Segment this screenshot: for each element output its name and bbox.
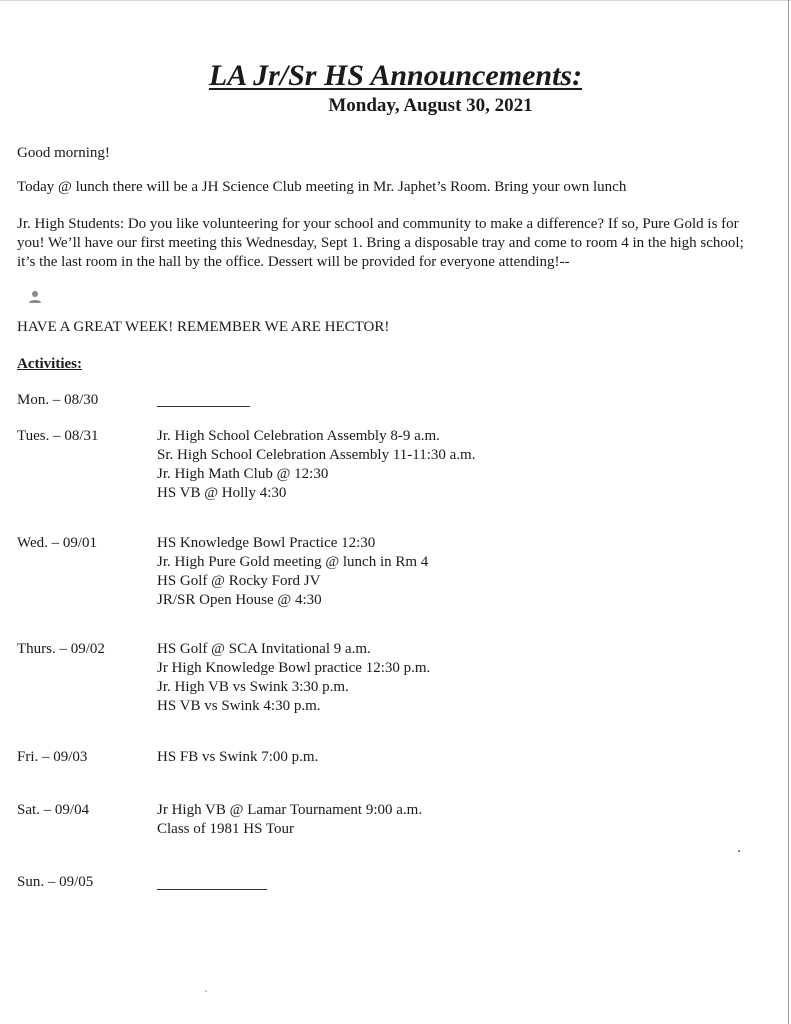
event-item: Jr. High School Celebration Assembly 8-9 a.m. bbox=[157, 428, 440, 444]
event-item: Jr High VB @ Lamar Tournament 9:00 a.m. bbox=[157, 802, 423, 818]
event-item: HS VB vs Swink 4:30 p.m. bbox=[157, 698, 321, 714]
scan-edge-right bbox=[788, 0, 789, 1024]
event-item: Sr. High School Celebration Assembly 11-11:30 a.m. bbox=[157, 447, 476, 463]
scan-speck bbox=[205, 990, 207, 992]
day-label-wed: Wed. – 09/01 bbox=[17, 535, 98, 551]
day-label-thurs: Thurs. – 09/02 bbox=[17, 641, 105, 657]
blank-line-sun bbox=[157, 889, 267, 890]
events-fri bbox=[157, 748, 318, 767]
event-item: Jr. High Math Club @ 12:30 bbox=[157, 466, 329, 482]
event-item: Jr. High Pure Gold meeting @ lunch in Rm 4 bbox=[157, 554, 429, 570]
scan-speck bbox=[738, 850, 740, 852]
pure-gold-announcement: Jr. High Students: Do you like volunteering for your school and community to make a difference? If so, Pure Gold is for you! We’ll have our first meeting this Wednesday, Sept 1. Bring a disposable tray and come to room 4 in the high school; it’s the last room in the hall by the office. Dessert will be provided for everyone attending!-- bbox=[17, 216, 744, 270]
greeting: Good morning! bbox=[17, 145, 110, 161]
events-sat bbox=[157, 801, 422, 839]
day-label-sat: Sat. – 09/04 bbox=[17, 802, 90, 818]
events-tues bbox=[157, 427, 475, 503]
events-wed bbox=[157, 534, 428, 610]
scan-edge-top bbox=[0, 0, 791, 1]
day-label-tues: Tues. – 08/31 bbox=[17, 428, 99, 444]
page-title bbox=[0, 58, 791, 94]
event-item: HS Golf @ SCA Invitational 9 a.m. bbox=[157, 641, 371, 657]
activities-heading: Activities: bbox=[17, 356, 82, 372]
person-icon bbox=[27, 289, 43, 305]
day-label-sun: Sun. – 09/05 bbox=[17, 874, 94, 890]
announcement-date: Monday, August 30, 2021 bbox=[328, 95, 533, 116]
event-item: HS VB @ Holly 4:30 bbox=[157, 485, 287, 501]
day-label-mon: Mon. – 08/30 bbox=[17, 392, 99, 408]
day-label-fri: Fri. – 09/03 bbox=[17, 749, 88, 765]
event-item: Jr. High VB vs Swink 3:30 p.m. bbox=[157, 679, 349, 695]
event-item: HS Knowledge Bowl Practice 12:30 bbox=[157, 535, 376, 551]
science-club-announcement: Today @ lunch there will be a JH Science Club meeting in Mr. Japhet’s Room. Bring your own lunch bbox=[17, 179, 627, 195]
event-item: Jr High Knowledge Bowl practice 12:30 p.m. bbox=[157, 660, 431, 676]
event-item: HS FB vs Swink 7:00 p.m. bbox=[157, 749, 319, 765]
page-title-text: LA Jr/Sr HS Announcements: bbox=[208, 59, 583, 92]
event-item: JR/SR Open House @ 4:30 bbox=[157, 592, 322, 608]
closing-message: HAVE A GREAT WEEK! REMEMBER WE ARE HECTOR! bbox=[17, 319, 390, 335]
event-item: Class of 1981 HS Tour bbox=[157, 821, 295, 837]
blank-line-mon bbox=[157, 406, 250, 407]
event-item: HS Golf @ Rocky Ford JV bbox=[157, 573, 321, 589]
events-thurs bbox=[157, 640, 430, 716]
